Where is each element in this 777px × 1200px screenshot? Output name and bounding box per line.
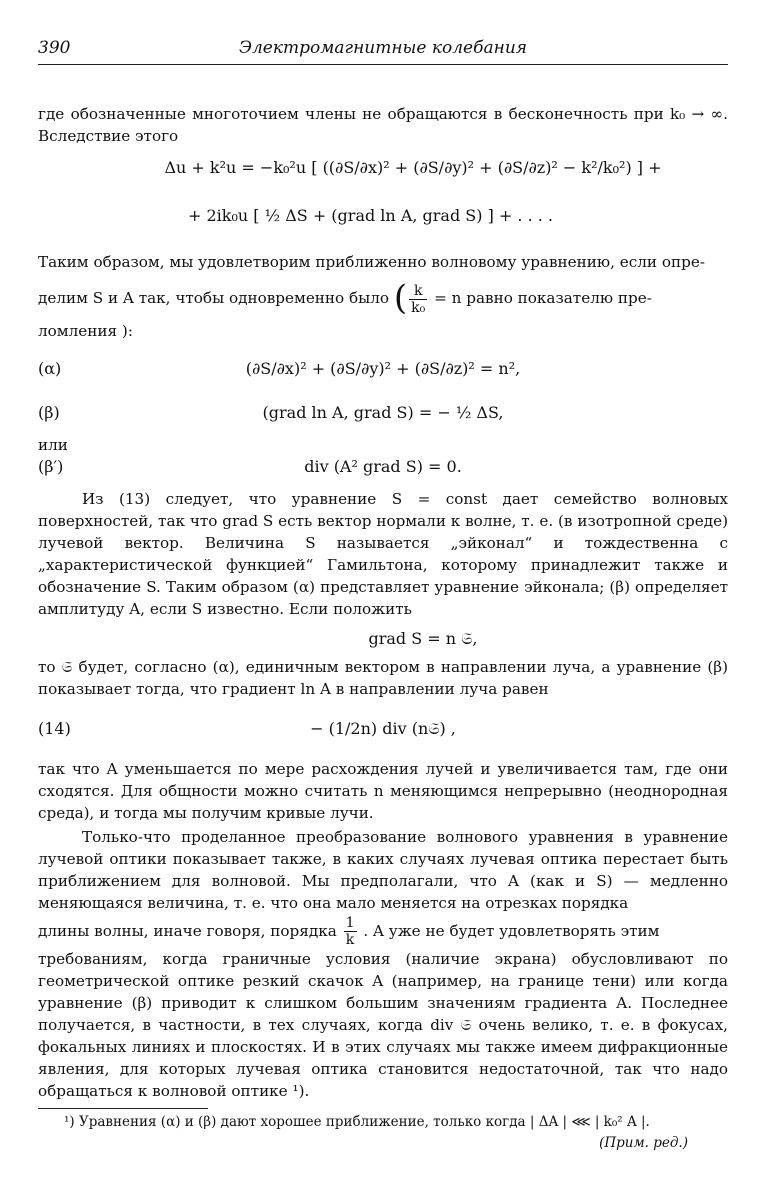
- equation-14-label: (14): [38, 718, 71, 738]
- equation-alpha: (α) (∂S/∂x)² + (∂S/∂y)² + (∂S/∂z)² = n²,: [38, 358, 521, 378]
- paragraph-6c: требованиям, когда граничные условия (наличие экрана) обусловливают по геометрической оптике резкий скачок A (например, на границе тени) или когда уравнение (β) приводит к слишком большим значениям градиента A. Последнее получается, в частности, в тех случаях, когда div 𝔖 очень велико, т. е. в фокусах, фокальных линиях и плоскостях. И в этих случаях мы также имеем дифракционные явления, для которых лучевая оптика становится недостаточной, так что надо обращаться к волновой оптике ¹).: [38, 950, 728, 1100]
- paragraph-4: то 𝔖 будет, согласно (α), единичным вектором в направлении луча, а уравнение (β) показывает тогда, что градиент ln A в направлении луча равен: [38, 657, 728, 698]
- paragraph-6b: длины волны, иначе говоря, порядка $\frac{1}{k}$ . A уже не будет удовлетворять этим: [38, 915, 660, 948]
- equation-grad: grad S = n 𝔖,: [368, 628, 478, 648]
- fraction-k-over-k0: $\frac{k}{\text{k₀}}$: [411, 282, 426, 316]
- equation-14: (14) − (1/2n) div (n𝔖) ,: [38, 718, 456, 738]
- page-number: 390: [38, 38, 71, 58]
- equation-alpha-label: (α): [38, 358, 62, 378]
- footnote-editor-note: (Прим. ред.): [599, 1135, 688, 1151]
- equation-main-line2: + 2ik₀u [ ½ ΔS + (grad ln A, grad S) ] + . . . .: [188, 206, 554, 225]
- paragraph-5: так что A уменьшается по мере расхождения лучей и увеличивается там, где они сходятся. Для общности можно считать n меняющимся непрерывно (неоднородная среда), и тогда мы получим кривые лучи.: [38, 759, 728, 822]
- equation-beta-label: (β): [38, 402, 60, 422]
- footnote: ¹) Уравнения (α) и (β) дают хорошее приближение, только когда | ΔA | ⋘ | k₀² A |.: [64, 1114, 650, 1130]
- equation-beta: (β) (grad ln A, grad S) = − ½ ΔS,: [38, 402, 504, 422]
- fraction-1-over-k: $\frac{1}{k}$: [345, 915, 355, 948]
- footnote-rule: [38, 1108, 208, 1109]
- paragraph-2a: Таким образом, мы удовлетворим приближенно волновому уравнению, если опре-: [38, 253, 705, 271]
- page: [38, 38, 728, 1154]
- paragraph-1: где обозначенные многоточием члены не обращаются в бесконечность при k₀ → ∞. Вследствие этого: [38, 105, 728, 145]
- paragraph-3: Из (13) следует, что уравнение S = const дает семейство волновых поверхностей, так что grad S есть вектор нормали к волне, т. е. (в изотропной среде) лучевой вектор. Величина S называется „эйконал“ и тождественна с „характеристической функцией“ Гамильтона, которому принадлежит также и обозначение S. Таким образом (α) представляет уравнение эйконала; (β) определяет амплитуду A, если S известно. Если положить: [38, 489, 728, 618]
- equation-beta-prime-label: (β′): [38, 456, 64, 476]
- paragraph-6a: Только-что проделанное преобразование волнового уравнения в уравнение лучевой оптики показывает также, в каких случаях лучевая оптика перестает быть приближением для волновой. Мы предполагали, что A (как и S) — медленно меняющаяся величина, т. е. что она мало меняется на отрезках порядка: [38, 827, 728, 912]
- paragraph-2c: ломления ):: [38, 321, 133, 340]
- running-header: [38, 38, 728, 65]
- equation-beta-prime: (β′) div (A² grad S) = 0.: [38, 456, 462, 476]
- paragraph-2b: делим S и A так, чтобы одновременно было ( $\frac{k}{\text{k₀}}$ = n равно показателю пре-: [38, 278, 652, 318]
- equation-main-line1: Δu + k²u = −k₀²u [ ((∂S/∂x)² + (∂S/∂y)² + (∂S/∂z)² − k²/k₀²) ] +: [164, 158, 662, 177]
- running-title: Электромагнитные колебания: [238, 38, 528, 58]
- word-or: или: [38, 435, 68, 454]
